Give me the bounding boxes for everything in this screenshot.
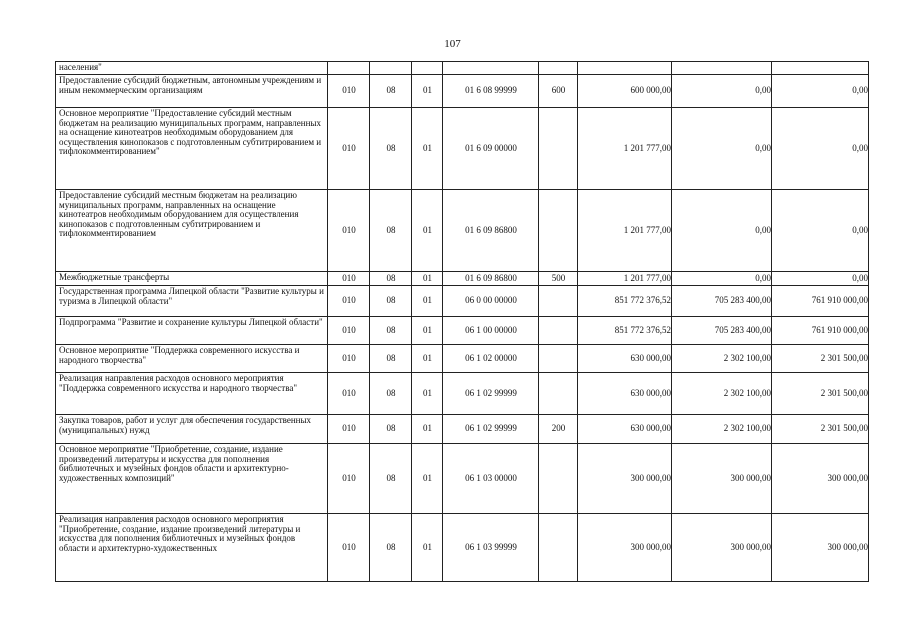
- amount-year-3: 300 000,00: [772, 514, 869, 582]
- page-number: 107: [444, 38, 461, 50]
- amount-year-3: 0,00: [772, 190, 869, 272]
- section-code: 08: [370, 373, 412, 415]
- row-description: Межбюджетные трансферты: [56, 272, 328, 286]
- subsection-code: 01: [412, 345, 443, 373]
- amount-year-1: 630 000,00: [578, 373, 672, 415]
- subsection-code: [412, 62, 443, 75]
- row-description: Предоставление субсидий местным бюджетам на реализацию муниципальных программ, направленных на оснащение кинотеатров необходимым оборудованием для осуществления кинопоказов с подготовленным субтитрированием и тифлокомментированием: [56, 190, 328, 272]
- amount-year-2: 0,00: [672, 190, 772, 272]
- amount-year-3: 761 910 000,00: [772, 286, 869, 317]
- amount-year-3: 0,00: [772, 272, 869, 286]
- amount-year-1: 1 201 777,00: [578, 190, 672, 272]
- target-article-code: 06 1 03 00000: [443, 444, 539, 514]
- ministry-code: 010: [328, 345, 370, 373]
- target-article-code: 06 1 02 99999: [443, 415, 539, 444]
- table-row: [56, 190, 869, 272]
- ministry-code: 010: [328, 190, 370, 272]
- expense-type-code: [539, 514, 578, 582]
- expense-type-code: [539, 286, 578, 317]
- amount-year-3: [772, 62, 869, 75]
- subsection-code: 01: [412, 108, 443, 190]
- section-code: 08: [370, 75, 412, 108]
- amount-year-2: [672, 62, 772, 75]
- table-row: [56, 272, 869, 286]
- amount-year-1: 851 772 376,52: [578, 317, 672, 345]
- amount-year-2: 705 283 400,00: [672, 317, 772, 345]
- table-row: [56, 62, 869, 75]
- target-article-code: 06 1 02 00000: [443, 345, 539, 373]
- ministry-code: 010: [328, 108, 370, 190]
- subsection-code: 01: [412, 444, 443, 514]
- expense-type-code: [539, 317, 578, 345]
- amount-year-2: 0,00: [672, 272, 772, 286]
- ministry-code: 010: [328, 272, 370, 286]
- amount-year-1: 630 000,00: [578, 345, 672, 373]
- table-row: [56, 415, 869, 444]
- subsection-code: 01: [412, 190, 443, 272]
- row-description: Предоставление субсидий бюджетным, автономным учреждениям и иным некоммерческим организациям: [56, 75, 328, 108]
- target-article-code: 06 0 00 00000: [443, 286, 539, 317]
- amount-year-2: 2 302 100,00: [672, 373, 772, 415]
- subsection-code: 01: [412, 317, 443, 345]
- subsection-code: 01: [412, 514, 443, 582]
- amount-year-1: 300 000,00: [578, 514, 672, 582]
- subsection-code: 01: [412, 75, 443, 108]
- row-description: Закупка товаров, работ и услуг для обеспечения государственных (муниципальных) нужд: [56, 415, 328, 444]
- subsection-code: 01: [412, 373, 443, 415]
- ministry-code: [328, 62, 370, 75]
- ministry-code: 010: [328, 317, 370, 345]
- row-description: Основное мероприятие "Поддержка современного искусства и народного творчества": [56, 345, 328, 373]
- expense-type-code: [539, 345, 578, 373]
- table-row: [56, 75, 869, 108]
- table-row: [56, 317, 869, 345]
- section-code: [370, 62, 412, 75]
- amount-year-3: 761 910 000,00: [772, 317, 869, 345]
- amount-year-1: 630 000,00: [578, 415, 672, 444]
- section-code: 08: [370, 286, 412, 317]
- expense-type-code: [539, 444, 578, 514]
- section-code: 08: [370, 190, 412, 272]
- section-code: 08: [370, 345, 412, 373]
- subsection-code: 01: [412, 415, 443, 444]
- expense-type-code: 600: [539, 75, 578, 108]
- amount-year-3: 0,00: [772, 75, 869, 108]
- amount-year-1: 300 000,00: [578, 444, 672, 514]
- amount-year-2: 0,00: [672, 75, 772, 108]
- subsection-code: 01: [412, 286, 443, 317]
- target-article-code: 06 1 02 99999: [443, 373, 539, 415]
- subsection-code: 01: [412, 272, 443, 286]
- table-row: [56, 108, 869, 190]
- ministry-code: 010: [328, 373, 370, 415]
- table-row: [56, 345, 869, 373]
- section-code: 08: [370, 317, 412, 345]
- section-code: 08: [370, 444, 412, 514]
- section-code: 08: [370, 272, 412, 286]
- amount-year-2: 705 283 400,00: [672, 286, 772, 317]
- amount-year-2: 2 302 100,00: [672, 345, 772, 373]
- amount-year-1: 1 201 777,00: [578, 272, 672, 286]
- table-row: [56, 444, 869, 514]
- expense-type-code: [539, 373, 578, 415]
- amount-year-3: 0,00: [772, 108, 869, 190]
- ministry-code: 010: [328, 75, 370, 108]
- target-article-code: [443, 62, 539, 75]
- table-row: [56, 286, 869, 317]
- row-description: Реализация направления расходов основного мероприятия "Поддержка современного искусства и народного творчества": [56, 373, 328, 415]
- ministry-code: 010: [328, 286, 370, 317]
- expense-type-code: 500: [539, 272, 578, 286]
- ministry-code: 010: [328, 444, 370, 514]
- amount-year-2: 300 000,00: [672, 444, 772, 514]
- amount-year-2: 0,00: [672, 108, 772, 190]
- amount-year-1: 851 772 376,52: [578, 286, 672, 317]
- target-article-code: 01 6 09 86800: [443, 190, 539, 272]
- target-article-code: 01 6 09 86800: [443, 272, 539, 286]
- target-article-code: 01 6 09 00000: [443, 108, 539, 190]
- row-description: Основное мероприятие "Приобретение, создание, издание произведений литературы и искусства для пополнения библиотечных и музейных фондов области и архитектурно-художественных композиций": [56, 444, 328, 514]
- amount-year-1: 600 000,00: [578, 75, 672, 108]
- amount-year-3: 2 301 500,00: [772, 345, 869, 373]
- section-code: 08: [370, 108, 412, 190]
- amount-year-3: 2 301 500,00: [772, 415, 869, 444]
- row-description: Реализация направления расходов основного мероприятия "Приобретение, создание, издание произведений литературы и искусства для пополнения библиотечных и музейных фондов области и архитектурно-художественных: [56, 514, 328, 582]
- row-description: Государственная программа Липецкой области "Развитие культуры и туризма в Липецкой области": [56, 286, 328, 317]
- ministry-code: 010: [328, 514, 370, 582]
- table-row: [56, 373, 869, 415]
- target-article-code: 06 1 03 99999: [443, 514, 539, 582]
- expense-type-code: [539, 108, 578, 190]
- expense-type-code: [539, 62, 578, 75]
- budget-table: [55, 61, 869, 582]
- expense-type-code: 200: [539, 415, 578, 444]
- amount-year-1: 1 201 777,00: [578, 108, 672, 190]
- table-row: [56, 514, 869, 582]
- row-description: населения": [56, 62, 328, 75]
- amount-year-2: 300 000,00: [672, 514, 772, 582]
- expense-type-code: [539, 190, 578, 272]
- ministry-code: 010: [328, 415, 370, 444]
- amount-year-2: 2 302 100,00: [672, 415, 772, 444]
- amount-year-3: 2 301 500,00: [772, 373, 869, 415]
- amount-year-1: [578, 62, 672, 75]
- section-code: 08: [370, 514, 412, 582]
- section-code: 08: [370, 415, 412, 444]
- amount-year-3: 300 000,00: [772, 444, 869, 514]
- target-article-code: 01 6 08 99999: [443, 75, 539, 108]
- row-description: Основное мероприятие "Предоставление субсидий местным бюджетам на реализацию муниципальных программ, направленных на оснащение кинотеатров необходимым оборудованием для осуществления кинопоказов с подготовленным субтитрированием и тифлокомментированием": [56, 108, 328, 190]
- row-description: Подпрограмма "Развитие и сохранение культуры Липецкой области": [56, 317, 328, 345]
- target-article-code: 06 1 00 00000: [443, 317, 539, 345]
